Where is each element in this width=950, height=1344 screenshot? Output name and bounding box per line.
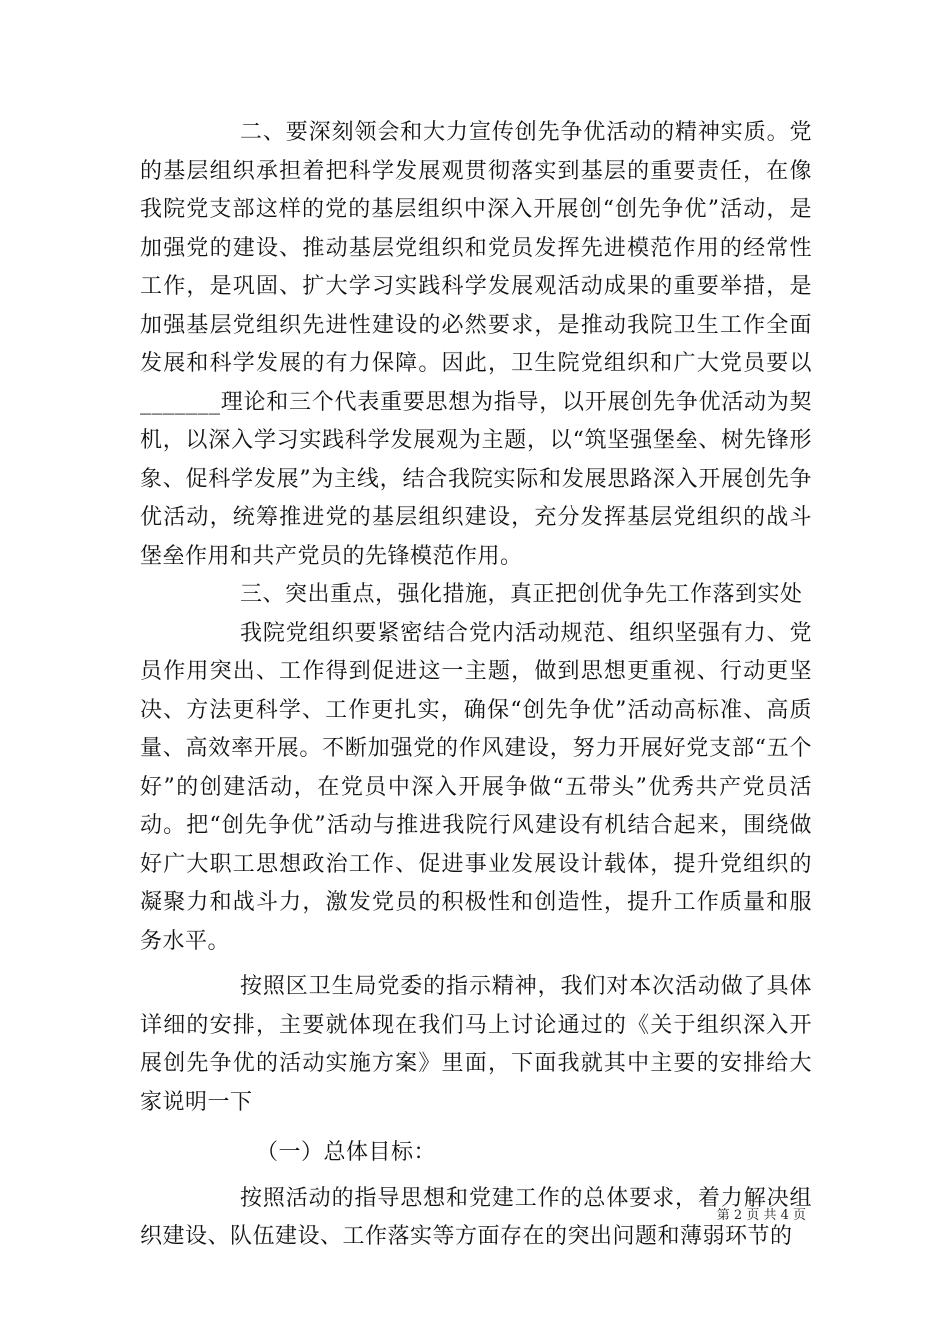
overall-goal-heading: （一）总体目标： bbox=[256, 1140, 437, 1165]
page-number-footer: 第 2 页 共 4 页 bbox=[716, 1208, 806, 1223]
paragraph-party-organization-measures: 我院党组织要紧密结合党内活动规范、组织坚强有力、党员作用突出、工作得到促进这一主题，做到思想更重视、行动更坚决、方法更科学、工作更扎实，确保“创先争优”活动高标准、高质量、高效率开展。不断加强党的作风建设，努力开展好党支部“五个好”的创建活动，在党员中深入开展争做“五带头”优秀共产党员活动。把“创先争优”活动与推进我院行风建设有机结合起来，围绕做好广大职工思想政治工作、促进事业发展设计载体，提升党组织的凝聚力和战斗力，激发党员的积极性和创造性，提升工作质量和服务水平。 bbox=[140, 620, 812, 954]
paragraph-arrangements: 按照区卫生局党委的指示精神，我们对本次活动做了具体详细的安排，主要就体现在我们马上讨论通过的《关于组织深入开展创先争优的活动实施方案》里面，下面我就其中主要的安排给大家说明一下 bbox=[140, 974, 812, 1115]
paragraph-overall-goal: 按照活动的指导思想和党建工作的总体要求，着力解决组织建设、队伍建设、工作落实等方面存在的突出问题和薄弱环节的 bbox=[140, 1185, 812, 1249]
document-body bbox=[140, 114, 812, 1257]
paragraph-section-two: 二、要深刻领会和大力宣传创先争优活动的精神实质。党的基层组织承担着把科学发展观贯彻落实到基层的重要责任，在像我院党支部这样的党的基层组织中深入开展创“创先争优”活动，是加强党的建设、推动基层党组织和党员发挥先进模范作用的经常性工作，是巩固、扩大学习实践科学发展观活动成果的重要举措，是加强基层党组织先进性建设的必然要求，是推动我院卫生工作全面发展和科学发展的有力保障。因此，卫生院党组织和广大党员要以_______理论和三个代表重要思想为指导，以开展创先争优活动为契机，以深入学习实践科学发展观为主题，以“筑坚强堡垒、树先锋形象、促科学发展”为主线，结合我院实际和发展思路深入开展创先争优活动，统筹推进党的基层组织建设，充分发挥基层党组织的战斗堡垒作用和共产党员的先锋模范作用。 bbox=[140, 120, 812, 569]
section-three-heading: 三、突出重点，强化措施，真正把创优争先工作落到实处 bbox=[240, 582, 803, 607]
